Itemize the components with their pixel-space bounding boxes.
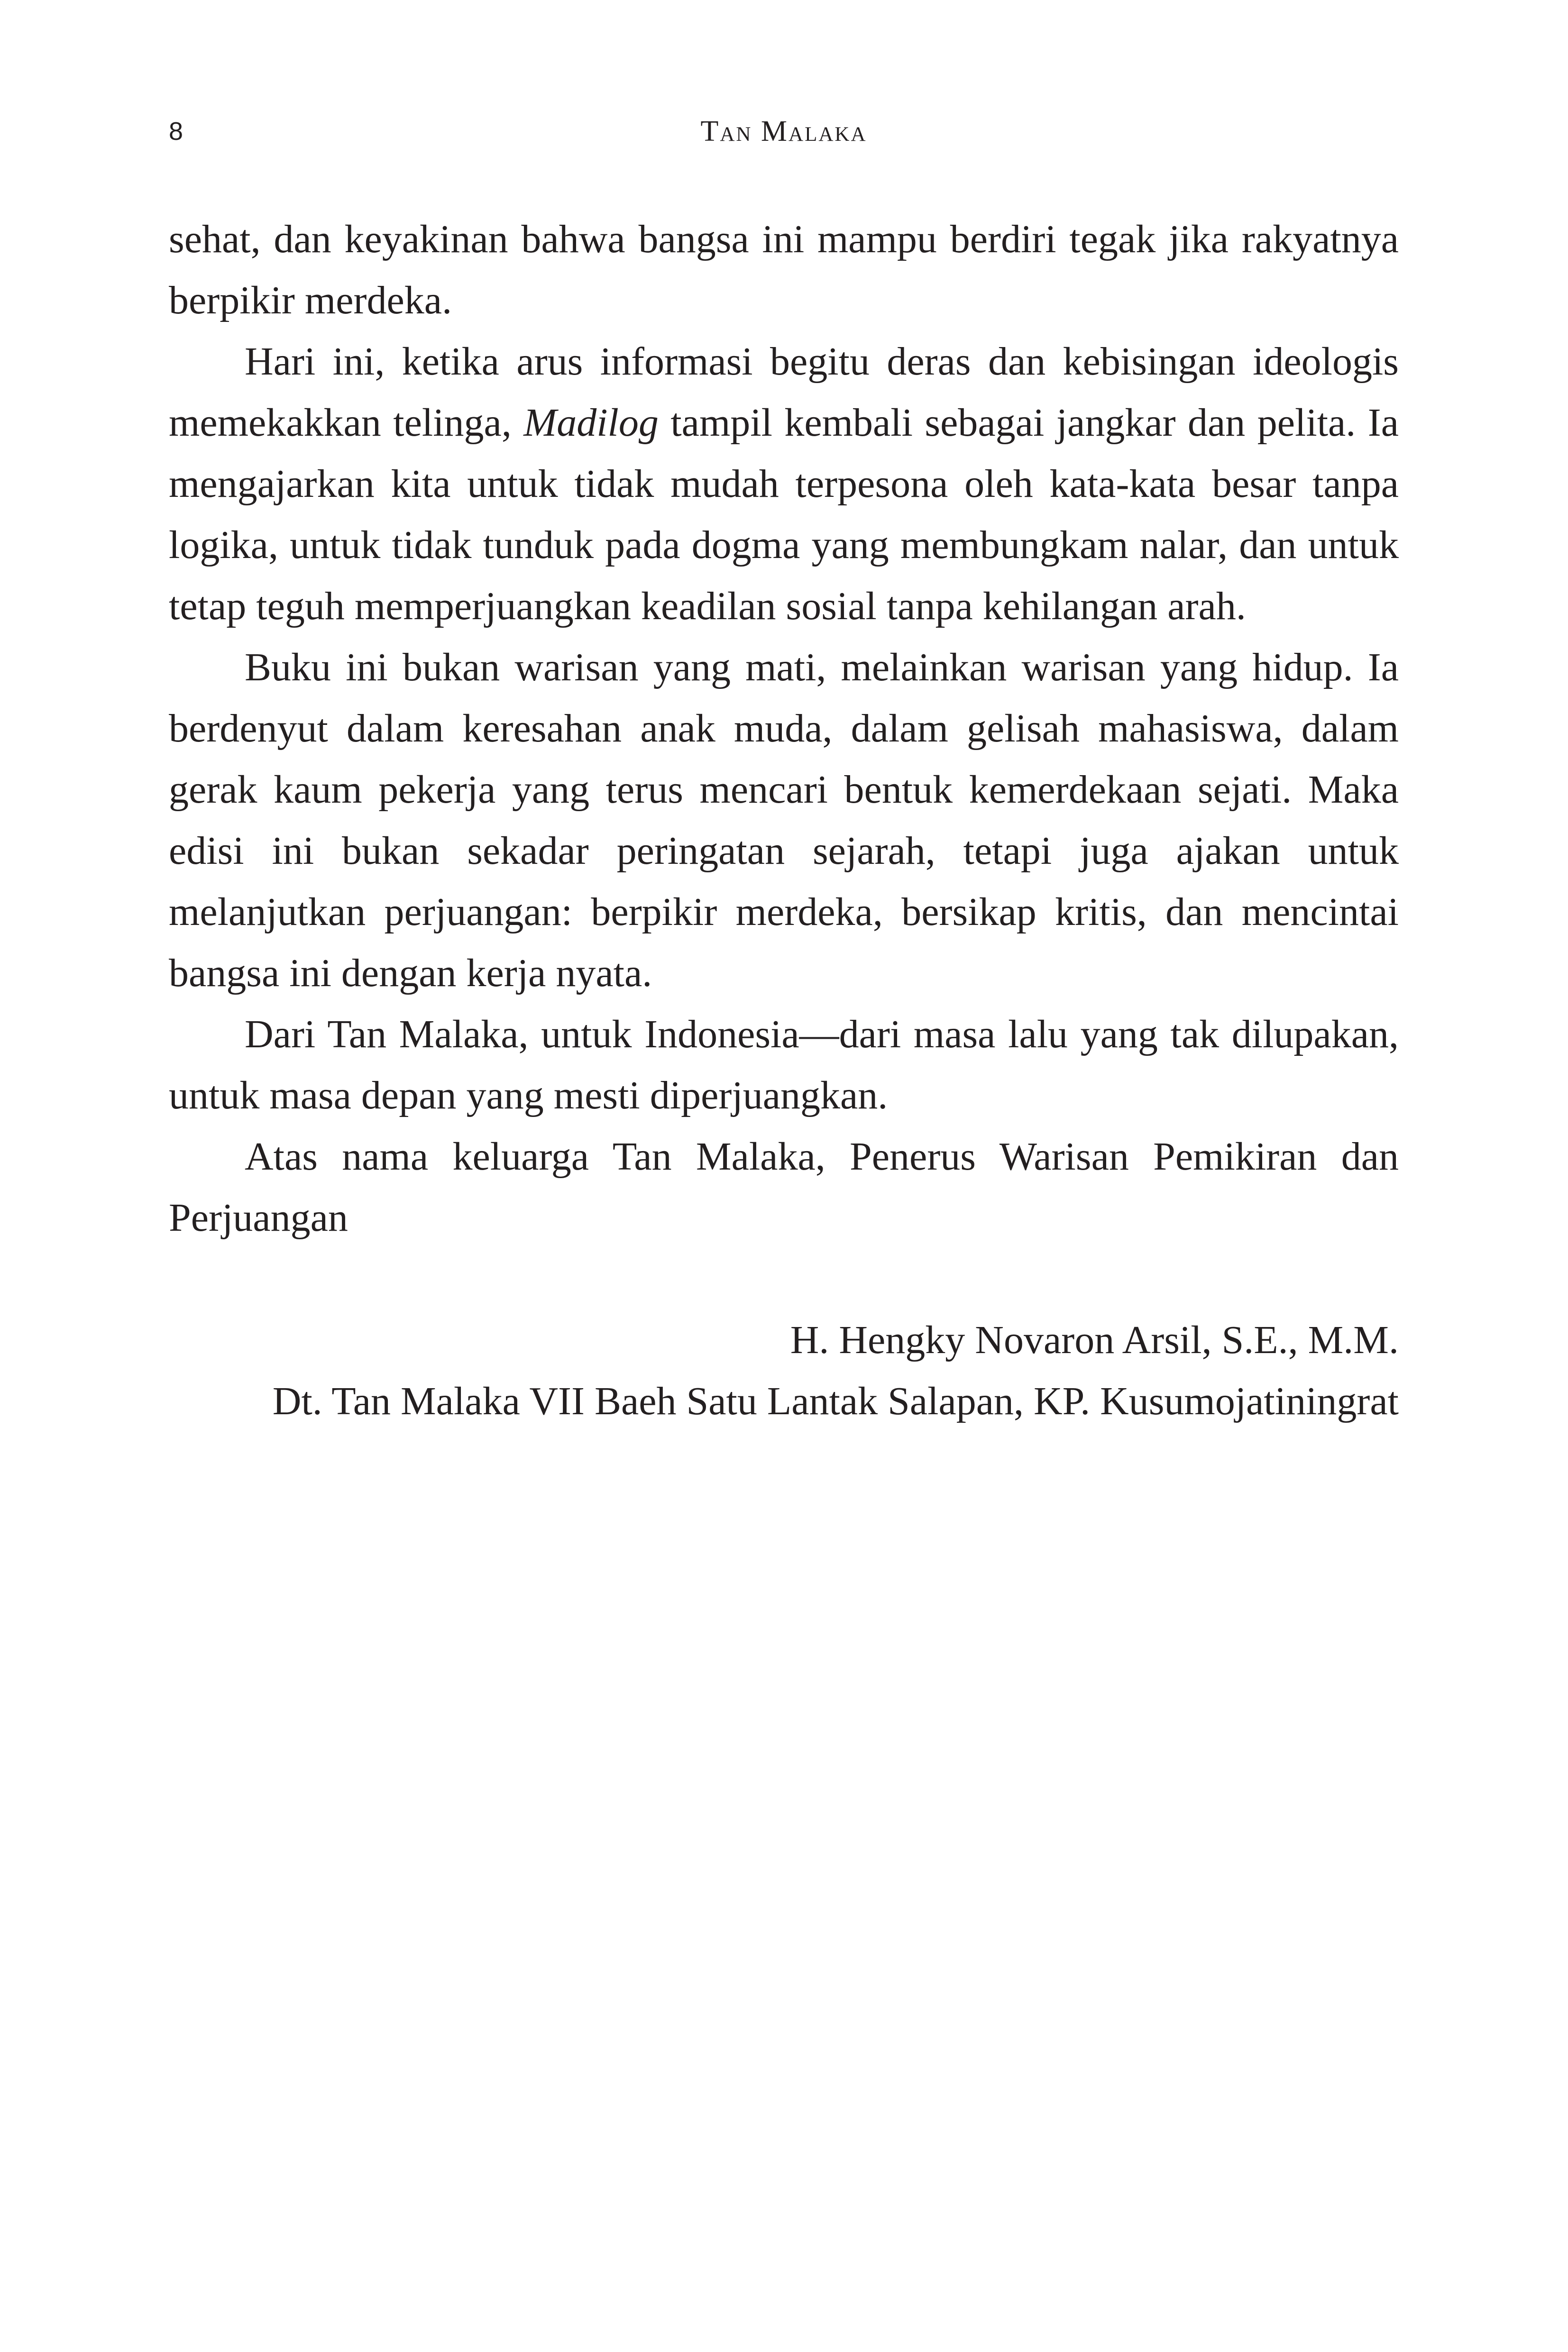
paragraph-madilog — [169, 331, 1399, 637]
signatory-name: H. Hengky Novaron Arsil, S.E., M.M. — [790, 1318, 1399, 1362]
paragraph-dedication: Dari Tan Malaka, untuk Indonesia—dari masa lalu yang tak dilupakan, untuk masa depan yang mesti diperjuangkan. — [169, 1012, 1399, 1117]
paragraph-living-heritage: Buku ini bukan warisan yang mati, melainkan warisan yang hidup. Ia berdenyut dalam keresahan anak muda, dalam gelisah mahasiswa, dalam gerak kaum pekerja yang terus mencari bentuk kemerdekaan sejati. Maka edisi ini bukan sekadar peringatan sejarah, tetapi juga ajakan untuk melanjutkan perjuangan: berpikir merdeka, bersikap kritis, dan mencintai bangsa ini dengan kerja nyata. — [169, 645, 1399, 995]
paragraph-text-before: Hari ini, ketika arus informasi begitu deras dan kebisingan ideologis memekakkan telinga, — [169, 339, 1399, 445]
paragraph-text-after: tampil kembali sebagai jangkar dan pelita. Ia mengajarkan kita untuk tidak mudah terpesona oleh kata-kata besar tanpa logika, untuk tidak tunduk pada dogma yang membungkam nalar, dan untuk tetap teguh memperjuangkan keadilan sosial tanpa kehilangan arah. — [169, 401, 1399, 628]
running-title: Tan Malaka — [700, 115, 867, 147]
page-number: 8 — [169, 117, 183, 146]
running-head — [169, 105, 1399, 157]
body-text — [169, 209, 1399, 1432]
book-title-emphasis: Madilog — [523, 401, 659, 445]
signatory-title: Dt. Tan Malaka VII Baeh Satu Lantak Salapan, KP. Kusumojatiningrat — [272, 1379, 1399, 1423]
paragraph-continuation: sehat, dan keyakinan bahwa bangsa ini mampu berdiri tegak jika rakyatnya berpikir merdeka. — [169, 217, 1399, 322]
signature-block — [169, 1309, 1399, 1432]
paragraph-on-behalf: Atas nama keluarga Tan Malaka, Penerus Warisan Pemikiran dan Perjuangan — [169, 1135, 1399, 1240]
